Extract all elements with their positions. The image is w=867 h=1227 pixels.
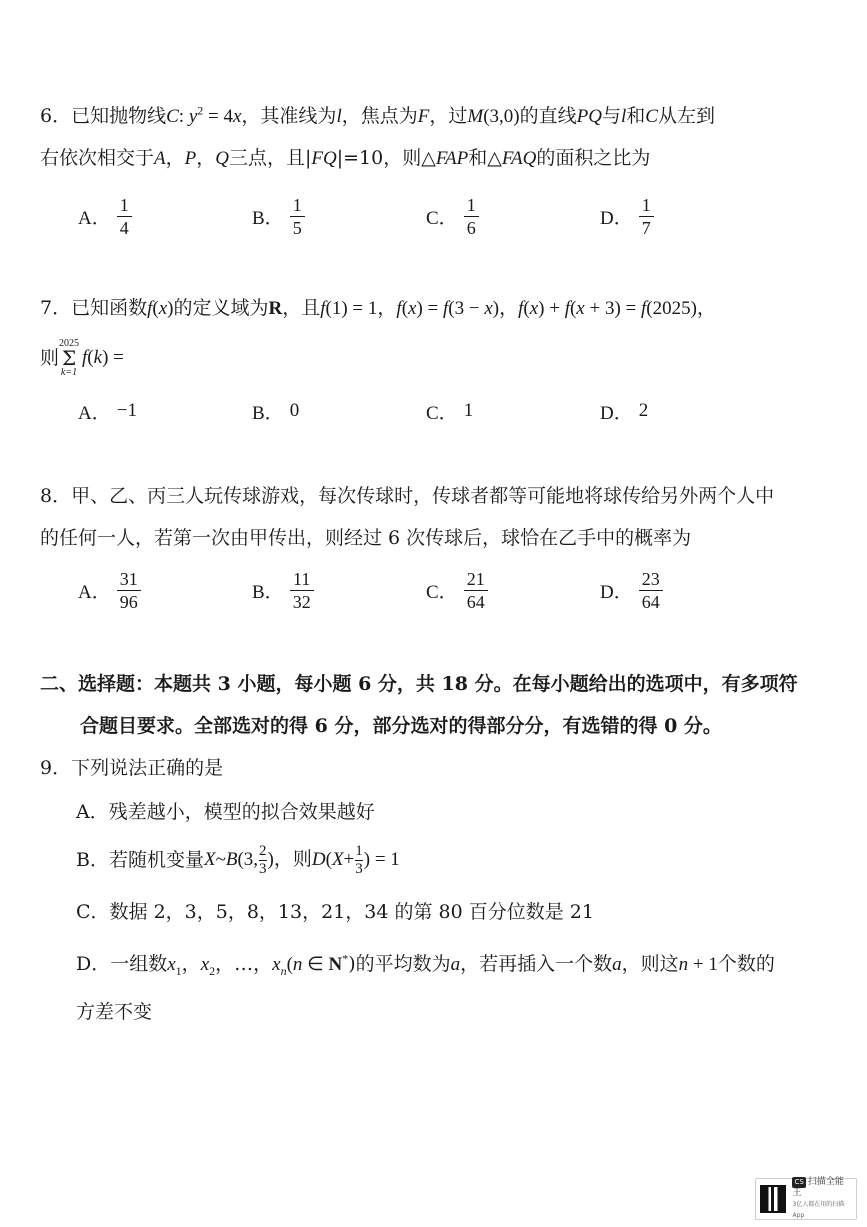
q7-line1: 7．已知函数f(x)的定义域为R，且f(1) = 1，f(x) = f(3 − x)，f(x) + f(x + 3) = f(2025)，	[40, 297, 716, 319]
q7-option-c: C． 1	[426, 400, 474, 424]
summation-symbol: 2025 Σ k=1	[59, 338, 80, 378]
q7-option-b: B． 0	[252, 400, 300, 424]
q7-options	[78, 396, 698, 426]
q6-option-d: D． $\frac{1}{7}$	[600, 186, 654, 246]
qr-code-icon	[760, 1185, 786, 1213]
q6-option-a: A． $\frac{1}{4}$	[78, 186, 132, 246]
q6-line1: 6．已知抛物线C: $y^2 = 4x$，其准线为l，焦点为F，过M(3,0)的直线PQ与l和C从左到	[40, 103, 715, 127]
q9-option-c: C．数据 2，3，5，8，13，21，34 的第 80 百分位数是 21	[76, 901, 594, 923]
q9-option-d-line1: D．一组数$x_1$，$x_2$，…，$x_n(n$ ∈ N*)的平均数为a，若再插入一个数a，则这n + 1个数的	[76, 951, 775, 978]
section2-heading-line1: 二、选择题：本题共 3 小题，每小题 6 分，共 18 分。在每小题给出的选项中，有多项符	[40, 673, 798, 695]
q7-option-d: D． 2	[600, 400, 649, 424]
q8-options	[78, 560, 698, 620]
q9-option-d-line2: 方差不变	[76, 1001, 153, 1023]
q8-line1: 8．甲、乙、丙三人玩传球游戏，每次传球时，传球者都等可能地将球传给另外两个人中	[40, 485, 775, 507]
q6-option-b: B． $\frac{1}{5}$	[252, 186, 305, 246]
q6-options	[78, 186, 698, 246]
q8-option-a: A． $\frac{31}{96}$	[78, 560, 141, 620]
q7-line2: 则 2025 Σ k=1 f ( k ) =	[40, 338, 124, 378]
q6-option-c: C． $\frac{1}{6}$	[426, 186, 479, 246]
q8-option-d: D． $\frac{23}{64}$	[600, 560, 663, 620]
scanner-watermark: CS 扫描全能王 3亿人都在用的扫描App	[755, 1178, 857, 1220]
section2-heading-line2: 合题目要求。全部选对的得 6 分，部分选对的得部分分，有选错的得 0 分。	[80, 715, 722, 737]
q9-option-b: B．若随机变量 X ~ B (3, 2 3 )，则 D ( X + $\frac{1}{3}$ ) = 1	[76, 842, 400, 877]
cs-logo-icon: CS	[794, 1178, 804, 1186]
q8-option-b: B． $\frac{11}{32}$	[252, 560, 314, 620]
q9-option-a: A．残差越小，模型的拟合效果越好	[76, 801, 375, 823]
q8-line2: 的任何一人，若第一次由甲传出，则经过 6 次传球后，球恰在乙手中的概率为	[40, 527, 692, 549]
q8-option-c: C． $\frac{21}{64}$	[426, 560, 488, 620]
q9-stem: 9．下列说法正确的是	[40, 757, 224, 779]
q7-option-a: A． −1	[78, 400, 137, 424]
q6-line2: 右依次相交于A，P，Q三点，且|FQ|=10，则△FAP和△FAQ的面积之比为	[40, 147, 651, 169]
